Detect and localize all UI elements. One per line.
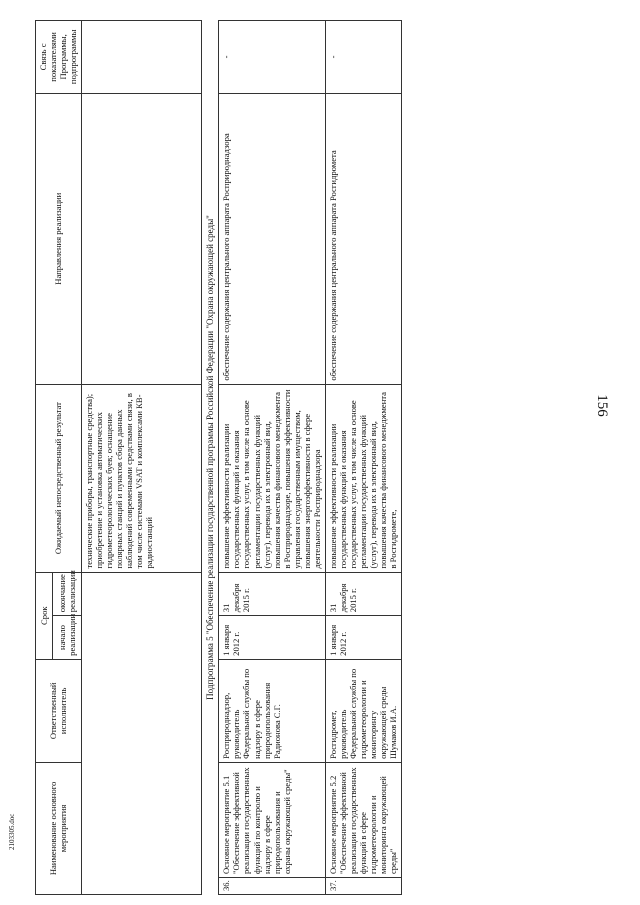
header-term: Срок [36, 572, 53, 659]
header-link: Связь с показателями Программы, подпрограммы [36, 21, 82, 94]
header-result: Ожидаемый непосредственный результат [36, 384, 82, 572]
row-end: 31 декабря 2015 г. [325, 572, 401, 616]
header-end: окончание реализации [53, 572, 82, 616]
row-link: - [325, 21, 401, 94]
row-responsible: Росгидромет, руководитель Федеральной службы по гидрометеорологии и мониторингу окружающей среды Шумаков И.А. [325, 659, 401, 762]
header-name: Наименование основного мероприятия [36, 762, 82, 894]
header-responsible: Ответственный исполнитель [36, 659, 82, 762]
row-start: 1 января 2012 г. [219, 616, 325, 660]
header-start: начало реализации [53, 616, 82, 660]
subprogram-title: Подпрограмма 5 "Обеспечение реализации государственной программы Российской Федерации "Охрана окружающей среды" [204, 215, 215, 700]
row-responsible: Росприроднадзор, руководитель Федеральной службы по надзору в сфере природопользования Радионова С.Г. [219, 659, 325, 762]
footer-code: 2103305.doc [8, 813, 16, 850]
row-name: Основное мероприятие 5.2 "Обеспечение эффективной реализации государственных функций в сфере гидрометеорологии и мониторинга окружающей среды" [325, 762, 401, 877]
header-row-1 [36, 21, 53, 895]
row-num: 36. [219, 878, 325, 895]
page-number: 156 [593, 394, 610, 417]
table-row [325, 21, 401, 895]
row-num: 37. [325, 878, 401, 895]
continuation-text: технические приборы, транспортные средства); приобретение и установка автоматических гидрометеорологических буев; оснащение полярных станций и пунктов сбора данных наблюдений современными средствами связи, в том числе системами VSAT и комплексами КВ-радиостанций [81, 384, 201, 572]
row-result: повышение эффективности реализации государственных функций и оказания государственных услуг, в том числе на основе регламентации государственных функций (услуг), перевода их в электронный вид, повышения качества финансового менеджмента в Росгидромете, [325, 384, 401, 572]
row-link: - [219, 21, 325, 94]
table-row [219, 21, 325, 895]
row-directions: обеспечение содержания центрального аппарата Росгидромета [325, 93, 401, 384]
row-name: Основное мероприятие 5.1 "Обеспечение эффективной реализации государственных функций по контролю и надзору в сфере природопользования и охраны окружающей среды" [219, 762, 325, 877]
row-result: повышение эффективности реализации государственных функций и оказания государственных услуг, в том числе на основе регламентации государственных функций (услуг), перевода их в электронный вид, повышения качества финансового менеджмента в Росприроднадзоре, повышения эффективности управления государственным имуществом, повышения энергоэффективности в сфере деятельности Росприроднадзора [219, 384, 325, 572]
row-directions: обеспечение содержания центрального аппарата Росприроднадзора [219, 93, 325, 384]
continuation-row [81, 21, 201, 895]
landscape-content [35, 20, 625, 895]
row-start: 1 января 2012 г. [325, 616, 401, 660]
header-directions: Направления реализации [36, 93, 82, 384]
subprogram-row [201, 21, 219, 895]
measures-table [35, 20, 402, 895]
row-end: 31 декабря 2015 г. [219, 572, 325, 616]
